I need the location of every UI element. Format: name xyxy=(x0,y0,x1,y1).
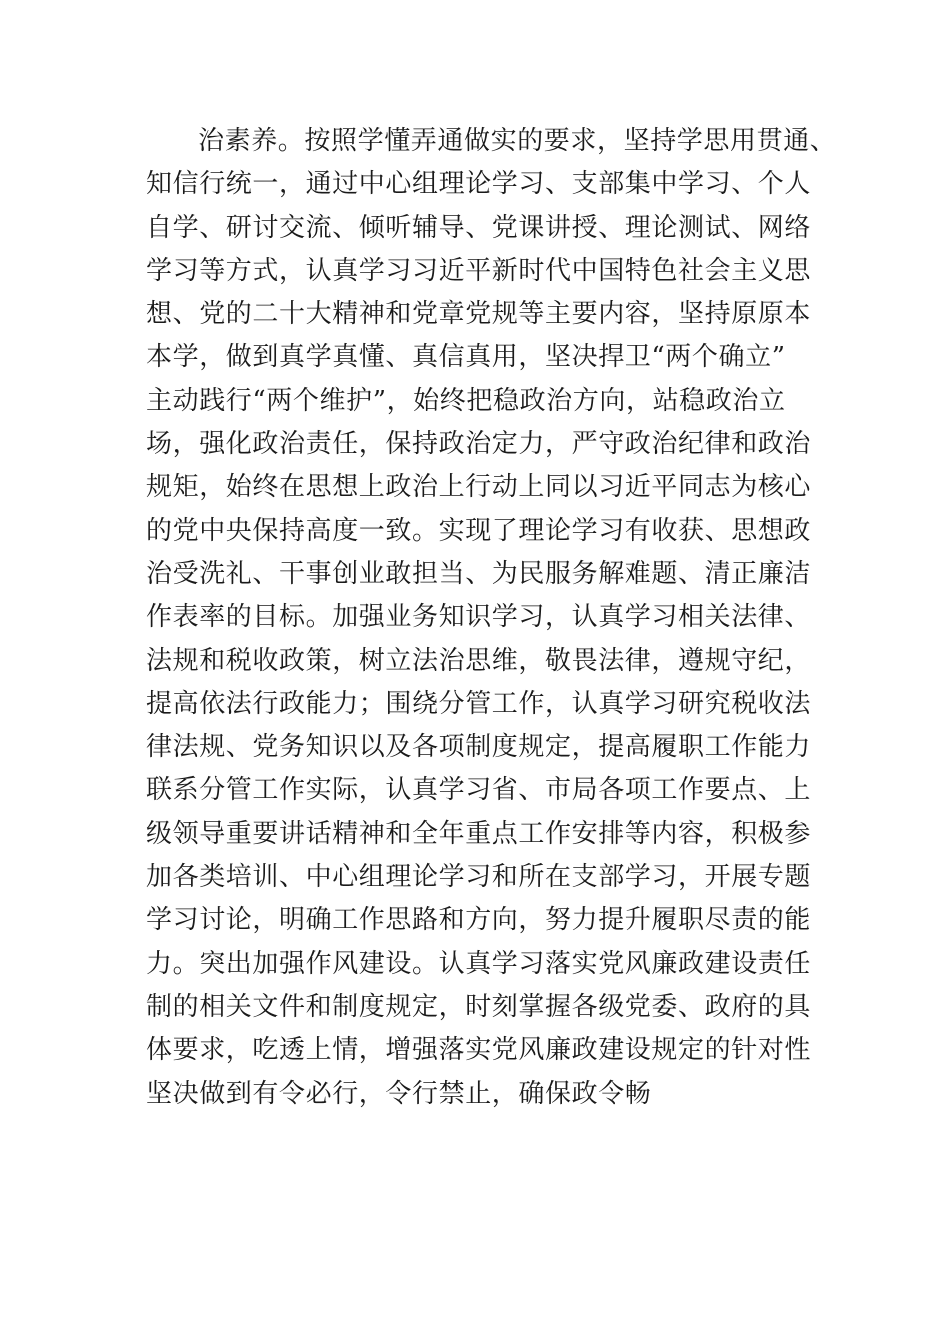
text-line: 的党中央保持高度一致。实现了理论学习有收获、思想政 xyxy=(146,515,812,546)
text-line: 提高依法行政能力；围绕分管工作，认真学习研究税收法 xyxy=(146,688,812,719)
text-line: 场，强化政治责任，保持政治定力，严守政治纪律和政治 xyxy=(146,429,812,460)
text-line: 制的相关文件和制度规定，时刻掌握各级党委、政府的具 xyxy=(146,991,812,1022)
text-line: 级领导重要讲话精神和全年重点工作安排等内容，积极参 xyxy=(146,818,812,849)
text-line: 学习讨论，明确工作思路和方向，努力提升履职尽责的能 xyxy=(146,905,812,936)
text-line: 本学，做到真学真懂、真信真用，坚决捍卫“两个确立” xyxy=(146,342,786,373)
text-line: 律法规、党务知识以及各项制度规定，提高履职工作能力 xyxy=(146,732,812,763)
text-line: 规矩，始终在思想上政治上行动上同以习近平同志为核心 xyxy=(146,472,812,503)
text-line: 主动践行“两个维护”，始终把稳政治方向，站稳政治立 xyxy=(146,385,786,416)
text-line: 知信行统一，通过中心组理论学习、支部集中学习、个人 xyxy=(146,169,812,200)
text-line: 想、党的二十大精神和党章党规等主要内容，坚持原原本 xyxy=(146,299,812,330)
text-line: 坚决做到有令必行，令行禁止，确保政令畅 xyxy=(146,1078,652,1109)
text-line: 学习等方式，认真学习习近平新时代中国特色社会主义思 xyxy=(146,255,812,286)
body-paragraph xyxy=(146,120,837,1116)
text-line: 自学、研讨交流、倾听辅导、党课讲授、理论测试、网络 xyxy=(146,212,812,243)
text-line: 联系分管工作实际，认真学习省、市局各项工作要点、上 xyxy=(146,775,812,806)
text-line: 治受洗礼、干事创业敢担当、为民服务解难题、清正廉洁 xyxy=(146,558,812,589)
text-line: 法规和税收政策，树立法治思维，敬畏法律，遵规守纪， xyxy=(146,645,812,676)
text-line: 体要求，吃透上情，增强落实党风廉政建设规定的针对性 xyxy=(146,1035,812,1066)
text-line: 作表率的目标。加强业务知识学习，认真学习相关法律、 xyxy=(146,602,812,633)
text-line: 加各类培训、中心组理论学习和所在支部学习，开展专题 xyxy=(146,862,812,893)
text-line: 力。突出加强作风建设。认真学习落实党风廉政建设责任 xyxy=(146,948,812,979)
text-line: 治素养。按照学懂弄通做实的要求，坚持学思用贯通、 xyxy=(198,126,837,156)
